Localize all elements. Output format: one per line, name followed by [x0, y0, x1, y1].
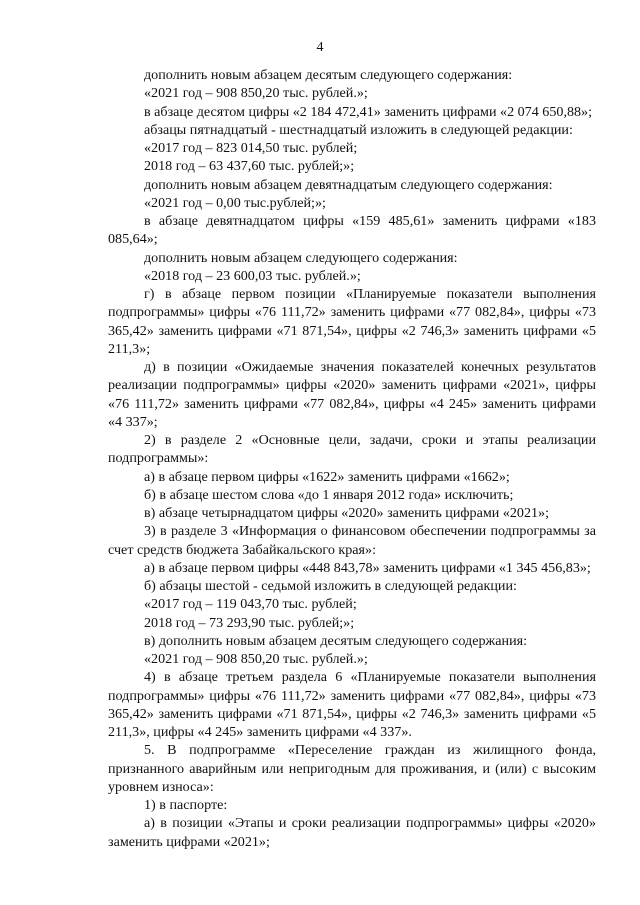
paragraph: 3) в разделе 3 «Информация о финансовом обеспечении подпрограммы за счет средств бюджета Забайкальского края»: — [108, 523, 596, 558]
paragraph: «2017 год – 823 014,50 тыс. рублей; — [144, 140, 358, 156]
paragraph: б) абзацы шестой - седьмой изложить в следующей редакции: — [144, 578, 517, 594]
paragraph: в) абзаце четырнадцатом цифры «2020» заменить цифрами «2021»; — [144, 505, 550, 521]
paragraph: 5. В подпрограмме «Переселение граждан из жилищного фонда, признанного аварийным или непригодным для проживания, и (или) с высоким уровнем износа»: — [108, 742, 596, 795]
paragraph: а) в позиции «Этапы и сроки реализации подпрограммы» цифры «2020» заменить цифрами «2021»; — [108, 815, 596, 850]
paragraph: г) в абзаце первом позиции «Планируемые показатели выполнения подпрограммы» цифры «76 111,72» заменить цифрами «77 082,84», цифры «73 365,42» заменить цифрами «71 871,54», цифры «2 746,3» заменить цифрами «5 211,3»; — [108, 286, 596, 357]
paragraph: «2018 год – 23 600,03 тыс. рублей.»; — [144, 267, 361, 284]
document-body — [108, 66, 596, 851]
paragraph: «2021 год – 0,00 тыс.рублей;»; — [144, 194, 326, 211]
page-number: 4 — [316, 40, 324, 55]
paragraph: 2) в разделе 2 «Основные цели, задачи, сроки и этапы реализации подпрограммы»: — [108, 432, 596, 467]
paragraph: 2018 год – 73 293,90 тыс. рублей;»; — [144, 614, 355, 631]
paragraph: «2021 год – 908 850,20 тыс. рублей.»; — [144, 85, 368, 102]
paragraph: 1) в паспорте: — [144, 797, 228, 813]
paragraph: б) в абзаце шестом слова «до 1 января 2012 года» исключить; — [144, 486, 514, 503]
paragraph: «2021 год – 908 850,20 тыс. рублей.»; — [144, 651, 368, 667]
paragraph: в абзаце девятнадцатом цифры «159 485,61» заменить цифрами «183 085,64»; — [108, 213, 596, 248]
paragraph: дополнить новым абзацем девятнадцатым следующего содержания: — [144, 176, 553, 193]
paragraph: «2017 год – 119 043,70 тыс. рублей; — [144, 596, 357, 613]
paragraph: дополнить новым абзацем десятым следующего содержания: — [144, 67, 513, 83]
paragraph: д) в позиции «Ожидаемые значения показателей конечных результатов реализации подпрограммы» цифры «2020» заменить цифрами «2021», цифры «76 111,72» заменить цифрами «77 082,84», цифры «4 245» заменить цифрами «4 337»; — [108, 359, 596, 430]
paragraph: дополнить новым абзацем следующего содержания: — [144, 249, 458, 266]
paragraph: в абзаце десятом цифры «2 184 472,41» заменить цифрами «2 074 650,88»; — [144, 103, 593, 120]
paragraph: а) в абзаце первом цифры «1622» заменить цифрами «1662»; — [144, 468, 510, 485]
paragraph: 2018 год – 63 437,60 тыс. рублей;»; — [144, 158, 355, 175]
paragraph: а) в абзаце первом цифры «448 843,78» заменить цифрами «1 345 456,83»; — [144, 559, 591, 576]
paragraph: абзацы пятнадцатый - шестнадцатый изложить в следующей редакции: — [144, 121, 573, 138]
paragraph: в) дополнить новым абзацем десятым следующего содержания: — [144, 632, 528, 649]
paragraph: 4) в абзаце третьем раздела 6 «Планируемые показатели выполнения подпрограммы» цифры «76 111,72» заменить цифрами «77 082,84», цифры «73 365,42» заменить цифрами «71 871,54», цифры «2 746,3» заменить цифрами «5 211,3», цифры «4 245» заменить цифрами «4 337». — [108, 669, 596, 740]
